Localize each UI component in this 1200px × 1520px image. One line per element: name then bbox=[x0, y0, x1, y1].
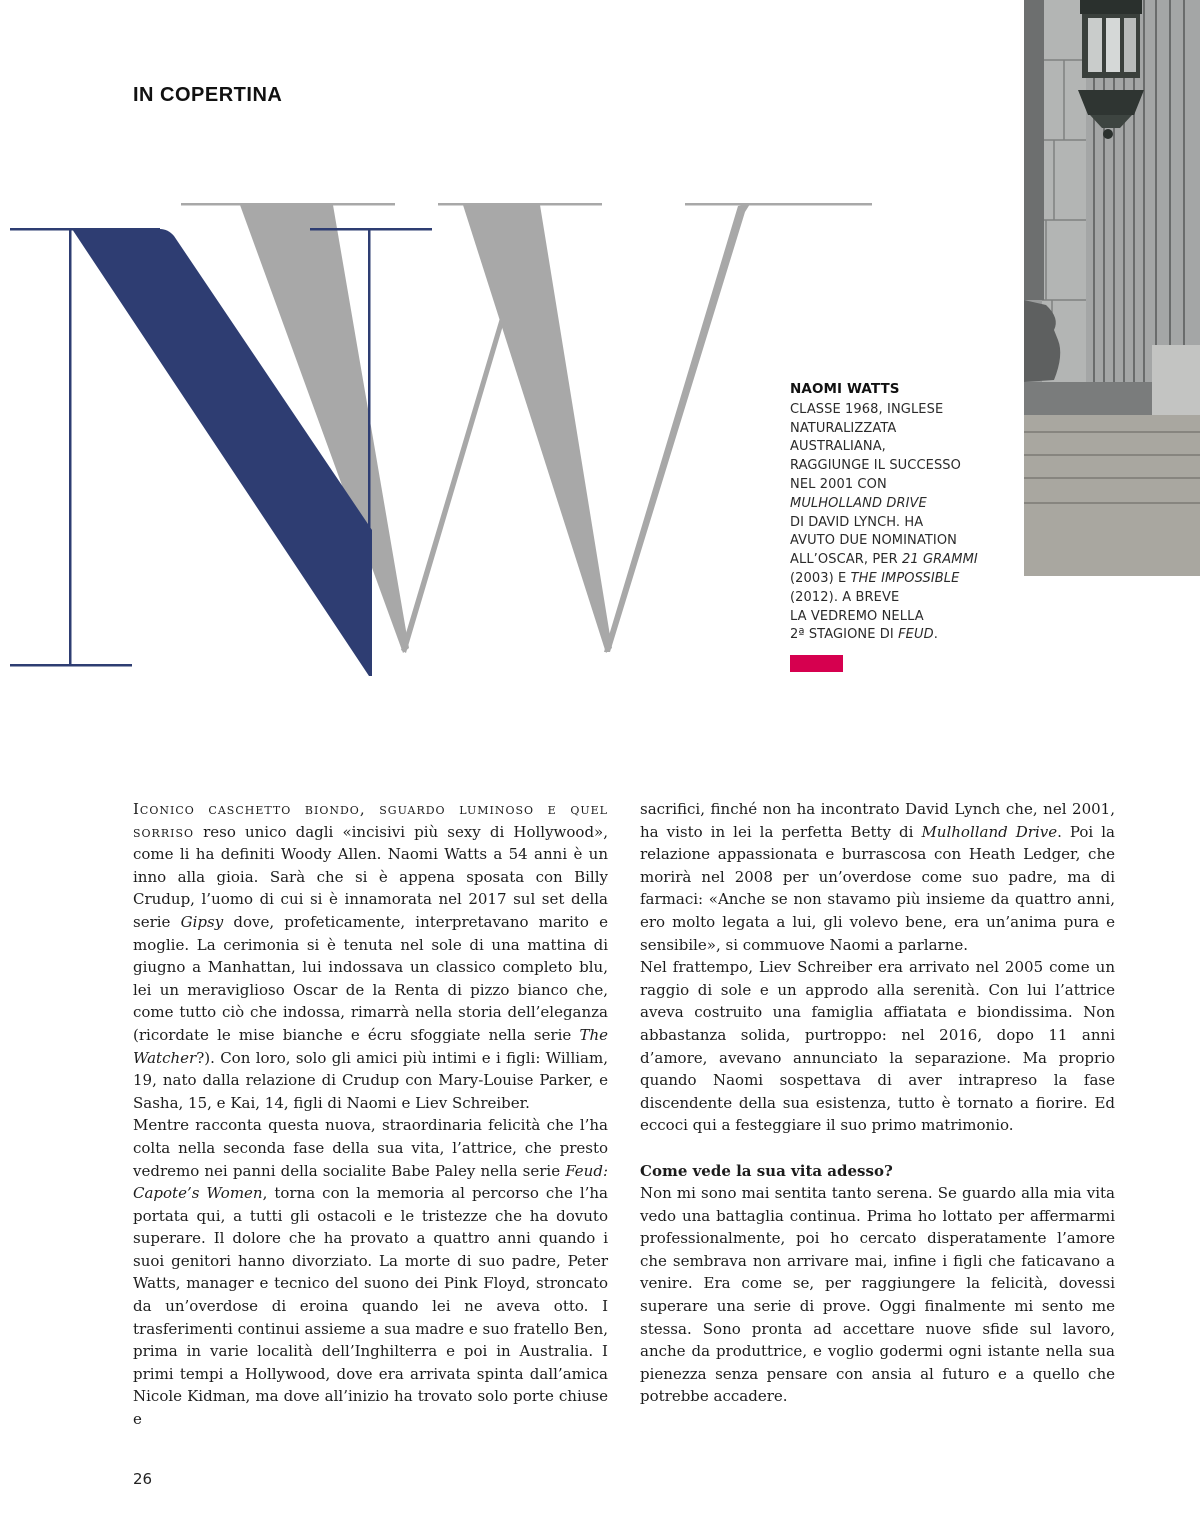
bio-line bbox=[790, 626, 1000, 645]
italic-title: The Watcher bbox=[133, 1025, 608, 1067]
article-paragraph bbox=[133, 798, 608, 1114]
page-number: 26 bbox=[133, 1470, 153, 1488]
text-run: 2ª STAGIONE DI bbox=[790, 627, 899, 643]
w-thin-stroke-1 bbox=[401, 318, 504, 653]
photo-illustration bbox=[1024, 0, 1200, 576]
text-run: reso unico dagli «incisivi più sexy di Hollywood», come li ha definiti Woody Allen. Naomi Watts a 54 anni è un inno alla gioia. Sarà che si è appena sposata con Billy Crudup, l’uomo di cui si è innamorata nel 2017 sul set della serie bbox=[133, 822, 608, 931]
text-run: CLASSE 1968, INGLESE bbox=[790, 401, 944, 417]
article-column-left bbox=[133, 798, 608, 1431]
text-run: NATURALIZZATA bbox=[790, 420, 897, 436]
text-run: dove, profeticamente, interpretavano marito e moglie. La cerimonia si è tenuta nel sole di una mattina di giugno a Manhattan, lui indossava un classico completo blu, lei un meraviglioso Oscar de la Renta di pizzo bianco che, come tutto ciò che indossa, rimarrà nella storia dell’eleganza (ricordate le mise bianche e écru sfoggiate nella serie bbox=[133, 912, 609, 1044]
text-run: NEL 2001 CON bbox=[790, 476, 887, 492]
bio-line bbox=[790, 532, 1000, 551]
italic-title: Mulholland Drive bbox=[921, 822, 1058, 841]
text-run: (2012). A BREVE bbox=[790, 589, 900, 605]
italic-title: FEUD bbox=[898, 627, 934, 643]
bio-line bbox=[790, 476, 1000, 495]
w-thick-stroke-2 bbox=[463, 205, 612, 653]
text-run: Non mi sono mai sentita tanto serena. Se guardo alla mia vita vedo una battaglia continua. Prima ho lottato per affermarmi professionalmente, poi ho cercato disperatamente l’amore che sembrava non arrivare mai, infine i figli che faticavano a venire. Era come se, per raggiungere la felicità, dovessi superare una serie di prove. Oggi finalmente mi sento me stessa. Sono pronta ad accettare nuove sfide sul lavoro, anche da produttrice, e voglio godermi ogni istante nella sua pienezza senza pensare con ansia al futuro e a quello che potrebbe accadere. bbox=[640, 1184, 1115, 1406]
text-run: ?). Con loro, solo gli amici più intimi e i figli: William, 19, nato dalla relazione di Crudup con Mary-Louise Parker, e Sasha, 15, e Kai, 14, figli di Naomi e Liev Schreiber. bbox=[133, 1048, 608, 1112]
bio-line bbox=[790, 608, 1000, 627]
italic-title: Feud: Capote’s Women bbox=[133, 1161, 608, 1203]
cover-photo-column-lantern bbox=[1024, 0, 1200, 576]
accent-bar bbox=[790, 655, 843, 672]
n-serif-bottom-left bbox=[10, 664, 132, 667]
bio-line bbox=[790, 401, 1000, 420]
text-run: Mentre racconta questa nuova, straordinaria felicità che l’ha colta nella seconda fase della sua vita, l’attrice, che presto vedremo nei panni della socialite Babe Paley nella serie bbox=[133, 1116, 608, 1180]
article-paragraph bbox=[640, 956, 1115, 1137]
article-paragraph bbox=[640, 798, 1115, 956]
letter-n bbox=[10, 228, 432, 676]
text-run: ALL’OSCAR, PER bbox=[790, 552, 902, 568]
text-run: AVUTO DUE NOMINATION bbox=[790, 533, 957, 549]
bio-line bbox=[790, 438, 1000, 457]
bio-line bbox=[790, 457, 1000, 476]
section-label: IN COPERTINA bbox=[133, 84, 283, 106]
text-run: DI DAVID LYNCH. HA bbox=[790, 514, 924, 530]
bio-text bbox=[790, 401, 1000, 645]
bio-line bbox=[790, 551, 1000, 570]
bio-line bbox=[790, 570, 1000, 589]
italic-title: MULHOLLAND DRIVE bbox=[790, 495, 927, 511]
n-stem-right bbox=[368, 230, 371, 530]
interview-question bbox=[640, 1160, 1115, 1183]
article-paragraph bbox=[133, 1114, 608, 1430]
lead-in-smallcaps: Iconico caschetto biondo, sguardo luminoso e quel sorriso bbox=[133, 800, 608, 841]
text-run: . bbox=[933, 627, 938, 643]
w-thin-stroke-2 bbox=[604, 204, 750, 652]
bio-box bbox=[790, 380, 1000, 645]
text-run: sacrifici, finché non ha incontrato David Lynch che, nel 2001, ha visto in lei la perfetta Betty di bbox=[640, 800, 1115, 841]
bio-line bbox=[790, 495, 1000, 514]
text-run: Nel frattempo, Liev Schreiber era arrivato nel 2005 come un raggio di sole e un approdo alla serenità. Con lui l’attrice aveva costruito una famiglia affiatata e biondissima. Non abbastanza solida, purtroppo: nel 2016, dopo 11 anni d’amore, avevano annunciato la separazione. Ma proprio quando Naomi sospettava di aver intrapreso la fase discendente della sua esistenza, tutto è tornato a fiorire. Ed eccoci qui a festeggiare il suo primo matrimonio. bbox=[640, 958, 1115, 1135]
article-paragraph bbox=[640, 1182, 1115, 1408]
text-run: . Poi la relazione appassionata e burrascosa con Heath Ledger, che morirà nel 2008 per un’overdose come suo padre, ma di farmaci: «Anche se non stavamo più insieme da quattro anni, ero molto legata a lui, gli volevo bene, era un’anima pura e sensibile», si commuove Naomi a parlarne. bbox=[640, 822, 1116, 954]
w-serif-right bbox=[685, 203, 872, 206]
bio-line bbox=[790, 514, 1000, 533]
text-run: Come vede la sua vita adesso? bbox=[640, 1161, 893, 1180]
nw-monogram bbox=[0, 190, 900, 690]
bio-name: NAOMI WATTS bbox=[790, 381, 900, 397]
n-stem-left bbox=[69, 229, 72, 665]
italic-title: THE IMPOSSIBLE bbox=[850, 570, 960, 586]
text-run: AUSTRALIANA, bbox=[790, 439, 886, 455]
text-run: LA VEDREMO NELLA bbox=[790, 608, 924, 624]
text-run: RAGGIUNGE IL SUCCESSO bbox=[790, 458, 961, 474]
bio-line bbox=[790, 589, 1000, 608]
n-serif-top-right bbox=[310, 228, 432, 231]
bio-line bbox=[790, 420, 1000, 439]
text-run: , torna con la memoria al percorso che l’ha portata qui, a tutti gli ostacoli e le tristezze che ha dovuto superare. Il dolore che ha provato a quattro anni quando i suoi genitori hanno divorziato. La morte di suo padre, Peter Watts, manager e tecnico del suono dei Pink Floyd, stroncato da un’overdose di eroina quando lei ne aveva otto. I trasferimenti continui assieme a sua madre e suo fratello Ben, prima in varie località dell’Inghilterra e poi in Australia. I primi tempi a Hollywood, dove era arrivata spinta dall’amica Nicole Kidman, ma dove all’inizio ha trovato solo porte chiuse e bbox=[133, 1184, 609, 1429]
italic-title: Gipsy bbox=[180, 912, 224, 931]
text-run: (2003) E bbox=[790, 570, 851, 586]
article-column-right bbox=[640, 798, 1115, 1408]
italic-title: 21 GRAMMI bbox=[901, 552, 978, 568]
